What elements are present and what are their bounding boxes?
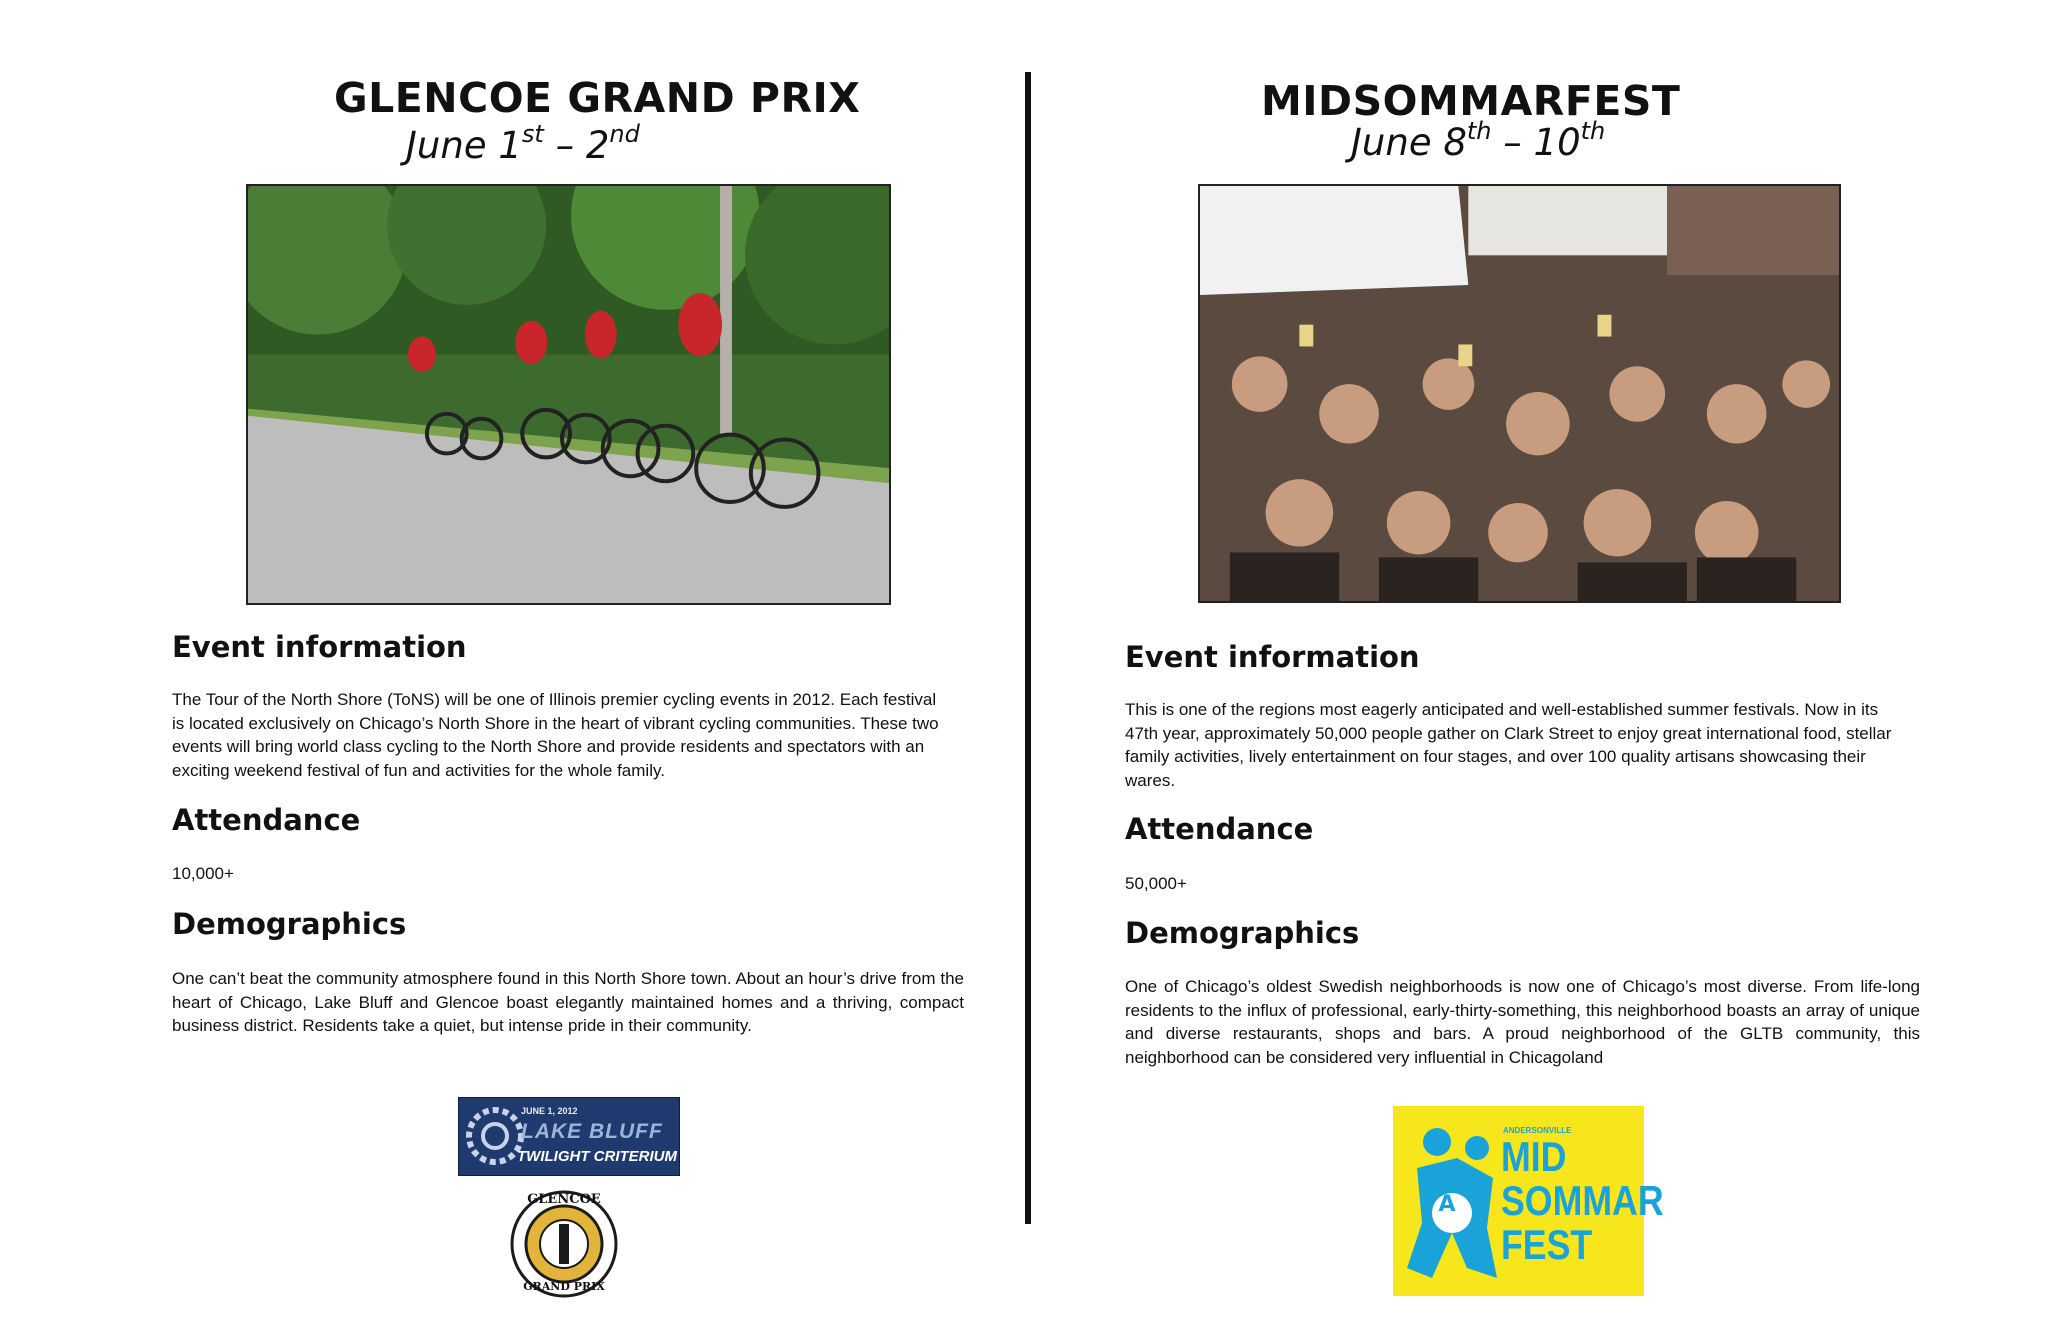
cycling-race-photo <box>246 184 891 605</box>
lake-bluff-criterium-logo: JUNE 1, 2012 LAKE BLUFF TWILIGHT CRITERIUM <box>458 1097 680 1176</box>
demographics-heading: Demographics <box>172 907 407 941</box>
event-title: MIDSOMMARFEST <box>1261 77 1681 125</box>
left-column <box>0 0 1020 1325</box>
festival-crowd-photo <box>1198 184 1841 603</box>
event-title: GLENCOE GRAND PRIX <box>334 74 861 122</box>
attendance-value: 50,000+ <box>1125 874 1187 893</box>
demographics-heading: Demographics <box>1125 916 1360 950</box>
event-information-text: This is one of the regions most eagerly anticipated and well-established summer festivals. Now in its 47th year, approximately 50,000 people gather on Clark Street to enjoy great international food, stellar family activities, lively entertainment on four stages, and over 100 quality artisans showcasing their wares. <box>1125 700 1892 790</box>
attendance-heading: Attendance <box>172 803 361 837</box>
event-dates: June 8th – 10th <box>1351 117 1606 164</box>
glencoe-grand-prix-emblem: GLENCOE GRAND PRIX <box>508 1188 620 1300</box>
event-information-heading: Event information <box>1125 640 1420 674</box>
demographics-text: One can’t beat the community atmosphere found in this North Shore town. About an hour’s drive from the heart of Chicago, Lake Bluff and Glencoe boast elegantly maintained homes and a thriving, compact business district. Residents take a quiet, but intense pride in their community. <box>172 969 964 1035</box>
event-information-text: The Tour of the North Shore (ToNS) will be one of Illinois premier cycling events in 2012. Each festival is located exclusively on Chicago’s North Shore in the heart of vibrant cycling communities. These two events will bring world class cycling to the North Shore and provide residents and spectators with an exciting weekend festival of fun and activities for the whole family. <box>172 690 939 780</box>
right-column <box>1030 0 2048 1325</box>
attendance-value: 10,000+ <box>172 864 234 883</box>
attendance-heading: Attendance <box>1125 812 1314 846</box>
demographics-text: One of Chicago’s oldest Swedish neighborhoods is now one of Chicago’s most diverse. From life-long residents to the influx of professional, early-thirty-something, this neighborhood boasts an array of unique and diverse restaurants, shops and bars. A proud neighborhood of the GLTB community, this neighborhood can be considered very influential in Chicagoland <box>1125 977 1920 1067</box>
event-dates: June 1st – 2nd <box>406 120 640 167</box>
midsommarfest-logo: A ANDERSONVILLE MID SOMMAR FEST <box>1393 1106 1644 1296</box>
event-information-heading: Event information <box>172 630 467 664</box>
